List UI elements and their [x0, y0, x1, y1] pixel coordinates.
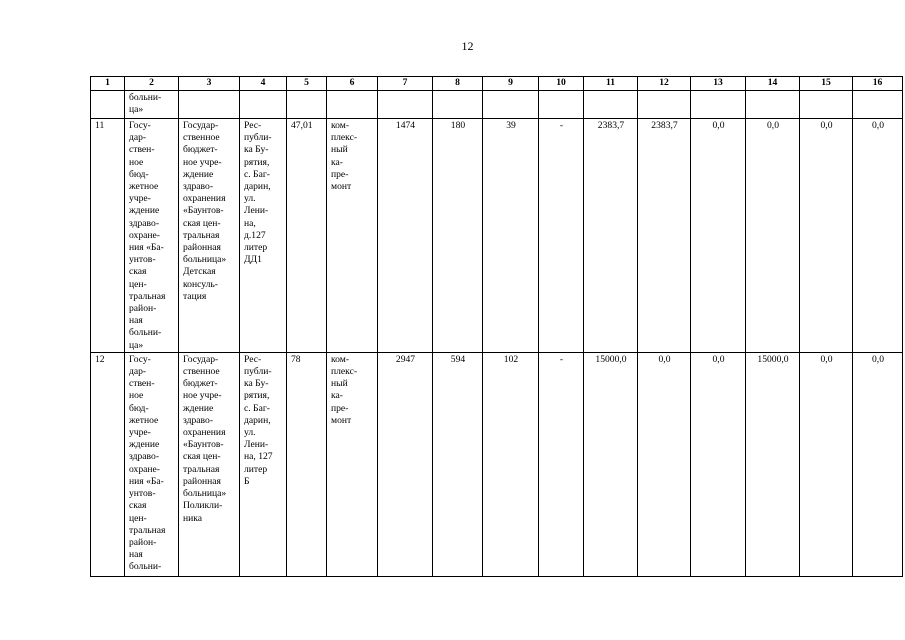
cell-line: плекс-: [331, 132, 358, 144]
column-header: 8: [433, 77, 483, 91]
cell-line: Госу-: [129, 353, 151, 365]
column-header: 2: [125, 77, 179, 91]
cell-line: охранения: [183, 427, 226, 439]
header-row: [91, 77, 903, 91]
cell-line: ДД1: [244, 254, 262, 266]
cell-line: на, 127: [244, 451, 273, 463]
column-header: 14: [746, 77, 800, 91]
cell-line: ное: [129, 156, 144, 168]
cell-line: бюд-: [129, 168, 149, 180]
cell-line: дарин,: [244, 414, 271, 426]
cell-line: «Баунтов-: [183, 205, 224, 217]
cell-line: ный: [331, 378, 348, 390]
cell-line: здраво-: [129, 217, 160, 229]
object-cell: [179, 119, 240, 353]
cell-line: д.127: [244, 229, 266, 241]
cell-line: рятия,: [244, 156, 270, 168]
cell-line: Государ-: [183, 120, 219, 131]
cell-line: районная: [183, 475, 221, 487]
cell-line: Поликли-: [183, 500, 223, 512]
cell-line: жетное: [129, 414, 159, 426]
cell-line: ская цен-: [183, 217, 221, 229]
continuation-row: [91, 91, 903, 119]
address-cell: [240, 119, 287, 353]
value-cell: 0,0: [853, 352, 903, 576]
cell-line: тральная: [129, 524, 166, 536]
column-header: 13: [691, 77, 746, 91]
value-cell: 2383,7: [584, 119, 638, 353]
cell-line: ния «Ба-: [129, 242, 164, 254]
address-cell: [240, 352, 287, 576]
cell-line: ника: [183, 512, 203, 524]
cell-line: монт: [331, 414, 352, 426]
cell-line: учре-: [129, 427, 151, 439]
table-row: [91, 119, 903, 353]
cell-line: ственное: [183, 366, 220, 378]
column-header: 9: [483, 77, 539, 91]
cell-line: тральная: [183, 229, 220, 241]
cell-line: здраво-: [183, 414, 214, 426]
column-header: 15: [800, 77, 853, 91]
cell-line: тральная: [129, 290, 166, 302]
cell-line: ждение: [183, 168, 214, 180]
cell-line: ка Бу-: [244, 378, 269, 390]
cell-line: цен-: [129, 512, 147, 524]
cell-line: здраво-: [129, 451, 160, 463]
cell-line: больни-: [129, 561, 162, 573]
cell-line: ния «Ба-: [129, 475, 164, 487]
cell-line: районная: [183, 242, 221, 254]
value-cell: 0,0: [800, 119, 853, 353]
cell-line: ул.: [244, 427, 256, 439]
cell-line: тация: [183, 290, 207, 302]
object-cell: [179, 352, 240, 576]
cell-line: пре-: [331, 168, 349, 180]
cell-line: больница»: [183, 488, 227, 500]
cell-line: здраво-: [183, 181, 214, 193]
value-cell: 39: [483, 119, 539, 353]
cell-line: монт: [331, 181, 352, 193]
value-cell: 2947: [378, 352, 433, 576]
cell-line: район-: [129, 536, 157, 548]
value-cell: 594: [433, 352, 483, 576]
cell-line: ждение: [183, 402, 214, 414]
value-cell: -: [539, 119, 584, 353]
value-cell: 0,0: [691, 352, 746, 576]
data-table: [90, 76, 903, 577]
column-header: 4: [240, 77, 287, 91]
work-type-cell: [327, 119, 378, 353]
cell-line: пре-: [331, 402, 349, 414]
cell-line: Госу-: [129, 120, 151, 131]
cell-line: бюджет-: [183, 144, 218, 156]
page-number: 12: [461, 39, 474, 53]
cell-line: Рес-: [244, 120, 262, 131]
column-header: 16: [853, 77, 903, 91]
cell-line: Государ-: [183, 353, 219, 365]
institution-cell: [125, 119, 179, 353]
value-cell: 0,0: [638, 352, 691, 576]
cell-line: ная: [129, 549, 143, 561]
value-cell: 15000,0: [746, 352, 800, 576]
cell-line: ствен-: [129, 378, 155, 390]
cell-line: с. Баг-: [244, 402, 270, 414]
column-header: 3: [179, 77, 240, 91]
cell-line: ное: [129, 390, 144, 402]
cell-line: ка Бу-: [244, 144, 269, 156]
cell-line: на,: [244, 217, 256, 229]
cell-line: с. Баг-: [244, 168, 270, 180]
cell-line: охране-: [129, 463, 160, 475]
cell-line: ка-: [331, 156, 343, 168]
cell-line: дар-: [129, 366, 147, 378]
cell-line: учре-: [129, 193, 151, 205]
value-cell: 15000,0: [584, 352, 638, 576]
cell-line: дарин,: [244, 181, 271, 193]
cell-line: ская: [129, 266, 147, 278]
cell-line: жетное: [129, 181, 159, 193]
value-cell: 1474: [378, 119, 433, 353]
cell-line: ный: [331, 144, 348, 156]
cell-line: унтов-: [129, 488, 156, 500]
cell-line: Лени-: [244, 205, 269, 217]
row-number: 11: [91, 119, 125, 353]
cell-line: охране-: [129, 229, 160, 241]
value-cell: 180: [433, 119, 483, 353]
value-cell: 0,0: [853, 119, 903, 353]
value-cell: 2383,7: [638, 119, 691, 353]
cell-line: ствен-: [129, 144, 155, 156]
cell-line: ца»: [129, 104, 144, 116]
cell-line: публи-: [244, 366, 272, 378]
cell-line: бюд-: [129, 402, 149, 414]
cell-line: ком-: [331, 120, 350, 131]
value-cell: 0,0: [746, 119, 800, 353]
cell-line: больница»: [183, 254, 227, 266]
table-row: [91, 352, 903, 576]
cell-line: ком-: [331, 353, 350, 365]
cell-line: рятия,: [244, 390, 270, 402]
value-cell: 0,0: [800, 352, 853, 576]
cell-line: ка-: [331, 390, 343, 402]
cell-line: больни-: [129, 92, 162, 103]
cell-line: ца»: [129, 339, 144, 351]
cell-line: ственное: [183, 132, 220, 144]
cell-line: консуль-: [183, 278, 218, 290]
cell-line: бюджет-: [183, 378, 218, 390]
value-cell: 102: [483, 352, 539, 576]
cell-line: ное учре-: [183, 390, 222, 402]
cell-line: ждение: [129, 205, 160, 217]
cell-line: охранения: [183, 193, 226, 205]
cell-line: дар-: [129, 132, 147, 144]
column-header: 11: [584, 77, 638, 91]
cell-line: район-: [129, 303, 157, 315]
cell-line: Детская: [183, 266, 216, 278]
row-number: 12: [91, 352, 125, 576]
cell-line: тральная: [183, 463, 220, 475]
cell-line: ждение: [129, 439, 160, 451]
work-type-cell: [327, 352, 378, 576]
cell-line: цен-: [129, 278, 147, 290]
cell-line: Б: [244, 475, 250, 487]
institution-cell: [125, 91, 179, 119]
cell-line: ул.: [244, 193, 256, 205]
cell-line: ная: [129, 315, 143, 327]
area-cell: 78: [287, 352, 327, 576]
column-header: 10: [539, 77, 584, 91]
value-cell: 0,0: [691, 119, 746, 353]
column-header: 6: [327, 77, 378, 91]
column-header: 12: [638, 77, 691, 91]
column-header: 7: [378, 77, 433, 91]
value-cell: -: [539, 352, 584, 576]
area-cell: 47,01: [287, 119, 327, 353]
column-header: 5: [287, 77, 327, 91]
cell-line: плекс-: [331, 366, 358, 378]
cell-line: литер: [244, 242, 268, 254]
cell-line: ская цен-: [183, 451, 221, 463]
cell-line: унтов-: [129, 254, 156, 266]
cell-line: литер: [244, 463, 268, 475]
cell-line: Лени-: [244, 439, 269, 451]
institution-cell: [125, 352, 179, 576]
cell-line: ская: [129, 500, 147, 512]
cell-line: «Баунтов-: [183, 439, 224, 451]
column-header: 1: [91, 77, 125, 91]
cell-line: больни-: [129, 327, 162, 339]
cell-line: публи-: [244, 132, 272, 144]
cell-line: Рес-: [244, 353, 262, 365]
cell-line: ное учре-: [183, 156, 222, 168]
